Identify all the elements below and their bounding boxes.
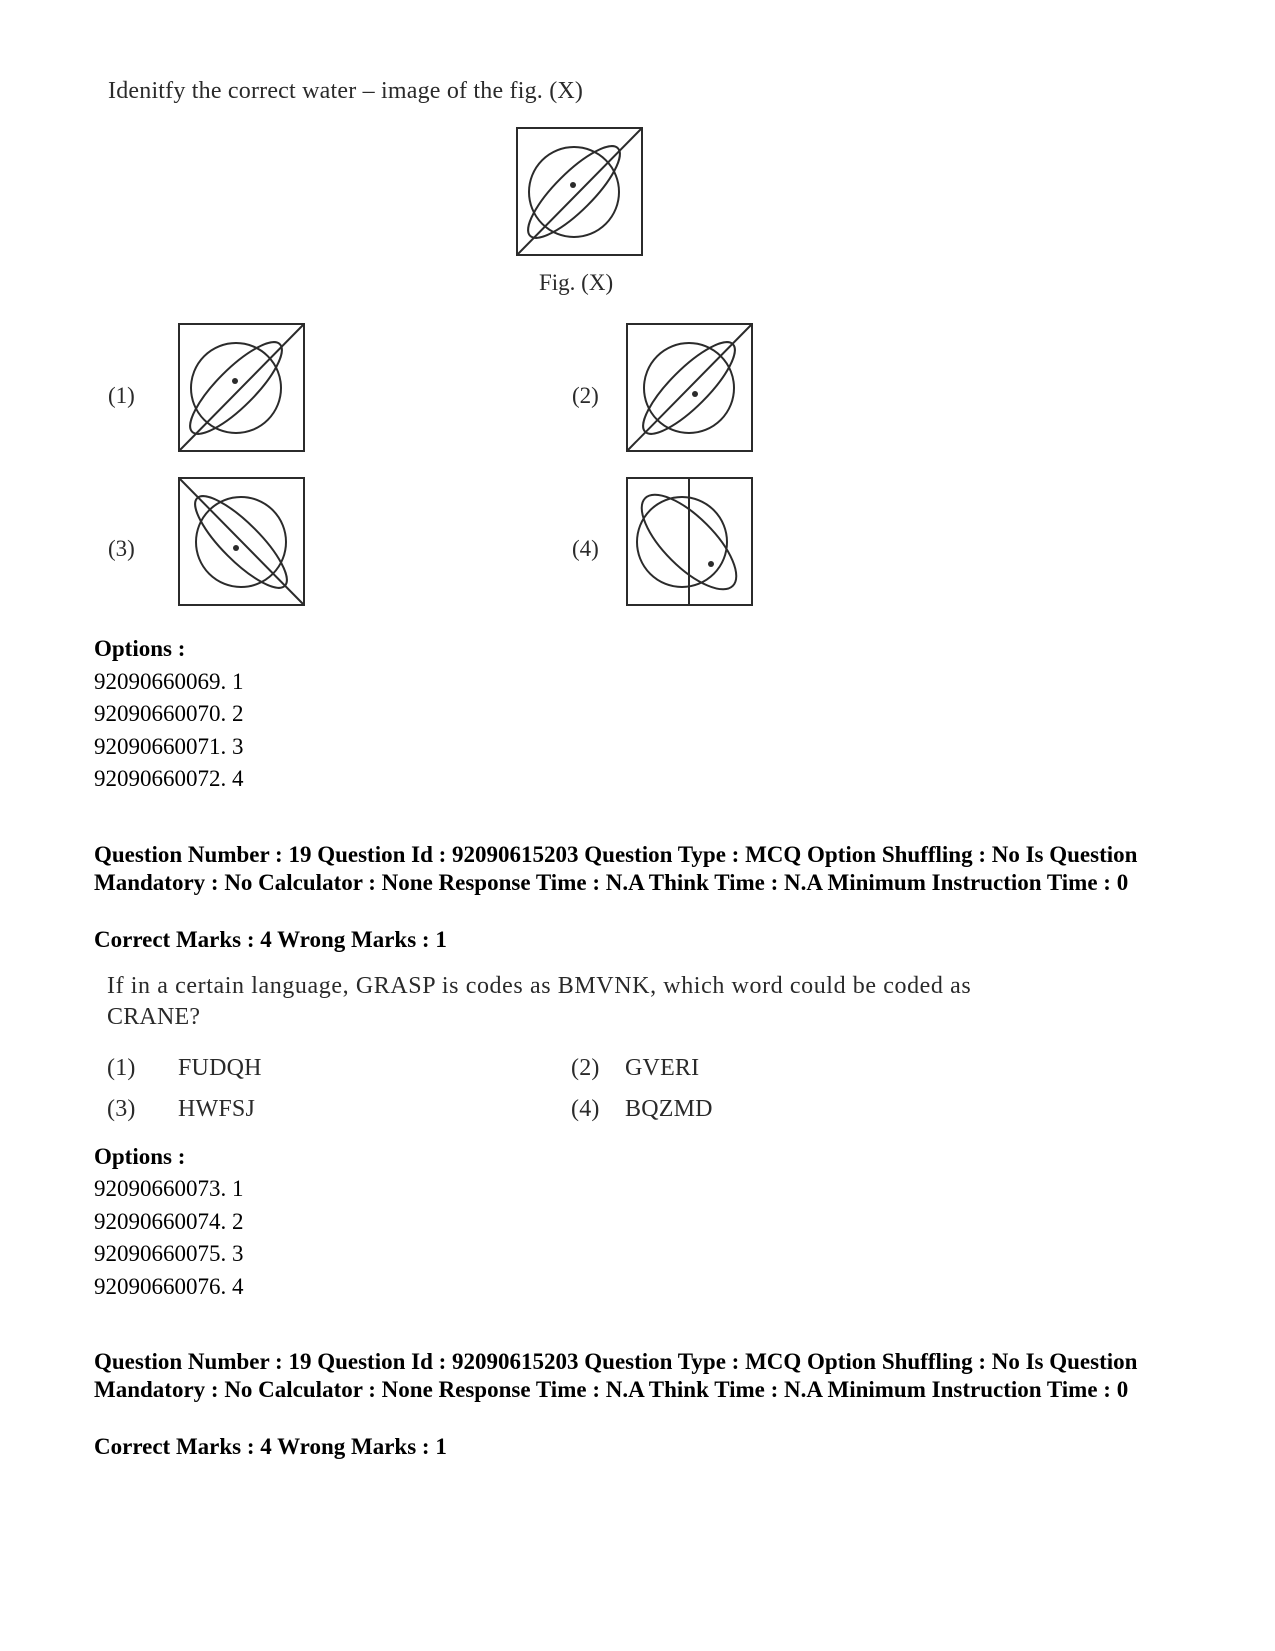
q2-choice-text-3: HWFSJ xyxy=(178,1096,256,1122)
options-header-1: Options : xyxy=(94,636,186,661)
option-row: 92090660075. 3 xyxy=(94,1241,244,1266)
question-2-marks: Correct Marks : 4 Wrong Marks : 1 xyxy=(94,927,447,952)
choice-figure-2 xyxy=(625,322,755,454)
option-row: 92090660071. 3 xyxy=(94,734,244,759)
choice-figure-4 xyxy=(625,476,755,608)
option-row: 92090660072. 4 xyxy=(94,766,244,791)
choice-label-3: (3) xyxy=(108,536,135,561)
options-header-2: Options : xyxy=(94,1144,186,1169)
figure-x-caption: Fig. (X) xyxy=(539,270,614,295)
q2-choice-text-1: FUDQH xyxy=(178,1055,262,1081)
q2-choice-text-2: GVERI xyxy=(625,1055,700,1081)
choice-figure-3 xyxy=(177,476,307,608)
choice-label-2: (2) xyxy=(572,383,599,408)
option-row: 92090660074. 2 xyxy=(94,1209,244,1234)
q2-choice-label-3: (3) xyxy=(107,1096,136,1122)
question-2-text-line2: CRANE? xyxy=(107,1004,201,1030)
option-row: 92090660070. 2 xyxy=(94,701,244,726)
figure-x xyxy=(515,126,645,258)
choice-label-4: (4) xyxy=(572,536,599,561)
option-row: 92090660073. 1 xyxy=(94,1176,244,1201)
q2-choice-label-4: (4) xyxy=(571,1096,600,1122)
question-3-meta: Question Number : 19 Question Id : 92090615203 Question Type : MCQ Option Shuffling : No Is Question Mandatory : No Calculator : None Response Time : N.A Think Time : N.A Minimum Instruction Time : 0 xyxy=(94,1349,1138,1402)
q2-choice-text-4: BQZMD xyxy=(625,1096,713,1122)
question-2-meta: Question Number : 19 Question Id : 92090615203 Question Type : MCQ Option Shuffling : No Is Question Mandatory : No Calculator : None Response Time : N.A Think Time : N.A Minimum Instruction Time : 0 xyxy=(94,842,1138,895)
choice-label-1: (1) xyxy=(108,383,135,408)
q2-choice-label-2: (2) xyxy=(571,1055,600,1081)
q2-choice-label-1: (1) xyxy=(107,1055,136,1081)
choice-figure-1 xyxy=(177,322,307,454)
option-row: 92090660076. 4 xyxy=(94,1274,244,1299)
option-row: 92090660069. 1 xyxy=(94,669,244,694)
question-3-marks: Correct Marks : 4 Wrong Marks : 1 xyxy=(94,1434,447,1459)
question-1-text: Idenitfy the correct water – image of the fig. (X) xyxy=(108,78,584,104)
question-2-text-line1: If in a certain language, GRASP is codes as BMVNK, which word could be coded as xyxy=(107,973,972,999)
